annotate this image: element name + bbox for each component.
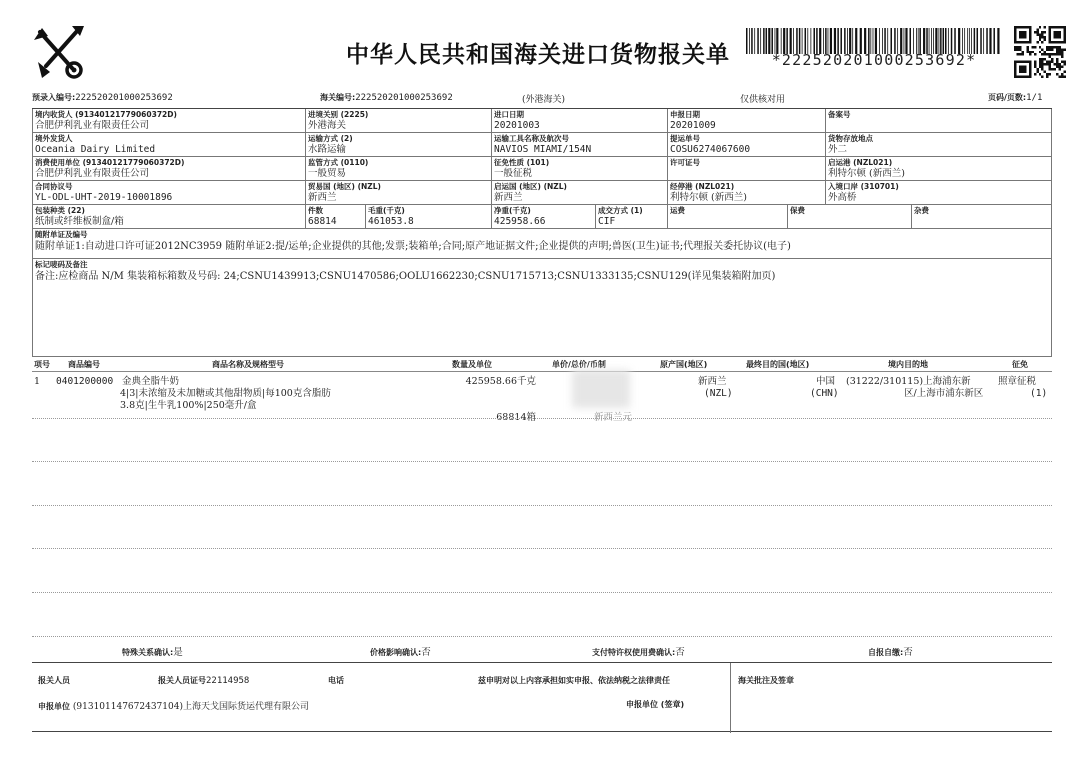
contract-no-cell: 合同协议号 YL-ODL-UHT-2019-10001896 [32, 181, 306, 205]
tax-nature-cell: 征免性质 (101) 一般征税 [492, 157, 668, 181]
net-weight-cell: 净重(千克) 425958.66 [492, 205, 596, 229]
pre-entry: 预录入编号:222520201000253692 [32, 93, 173, 103]
royalty-payment: 支付特许权使用费确认:否 [592, 647, 685, 658]
col-name: 商品名称及规格型号 [212, 360, 284, 369]
item-currency: 新西兰元 [594, 412, 633, 423]
package-type-cell: 包装种类 (22) 纸制或纤维板制盒/箱 [32, 205, 306, 229]
item-name: 金典全脂牛奶 [122, 376, 180, 387]
item-tax: 照章征税 [998, 376, 1037, 387]
col-origin: 原产国(地区) [660, 360, 708, 369]
unit-seal: 申报单位 (签章) [626, 700, 685, 709]
legal-statement: 兹申明对以上内容承担如实申报、依法纳税之法律责任 [478, 676, 670, 685]
packages-cell: 件数 68814 [306, 205, 366, 229]
overseas-consignor-cell: 境外发货人 Oceania Dairy Limited [32, 133, 306, 157]
item-spec-2: 3.8克|生牛乳100%|250毫升/盒 [120, 400, 257, 411]
special-relation: 特殊关系确认:是 [122, 647, 183, 658]
self-payment: 自报自缴:否 [868, 647, 913, 658]
customs-name: (外港海关) [522, 95, 566, 105]
freight-cell: 运费 [668, 205, 788, 229]
row-divider [32, 548, 1052, 549]
col-qty: 数量及单位 [452, 360, 492, 369]
transaction-mode-cell: 成交方式 (1) CIF [596, 205, 668, 229]
customs-approval: 海关批注及签章 [738, 676, 794, 685]
vessel-cell: 运输工具名称及航次号 NAVIOS MIAMI/154N [492, 133, 668, 157]
entry-customs-cell: 进境关别 (2225) 外港海关 [306, 109, 492, 133]
price-influence: 价格影响确认:否 [370, 647, 431, 658]
confirmation-row [32, 642, 1052, 660]
gross-weight-cell: 毛重(千克) 461053.8 [366, 205, 492, 229]
row-divider [32, 592, 1052, 593]
departure-port-cell: 启运港 (NZL021) 利特尔顿 (新西兰) [826, 157, 1052, 181]
col-domestic-dest: 境内目的地 [888, 360, 928, 369]
marks-remarks-cell: 标记唛码及备注 备注:应检商品 N/M 集装箱标箱数及号码: 24;CSNU1439913;CSNU1470586;OOLU1662230;CSNU1715713;CSNU1333135;CSNU129(详见集装箱附加页) [32, 259, 1052, 357]
import-date-cell: 进口日期 20201003 [492, 109, 668, 133]
transit-port-cell: 经停港 (NZL021) 利特尔顿 (新西兰) [668, 181, 826, 205]
item-domestic-dest: (31222/310115)上海浦东新 [846, 376, 971, 387]
signature-section [32, 662, 1052, 732]
origin-country-cell: 启运国 (地区) (NZL) 新西兰 [492, 181, 668, 205]
redacted-price [572, 370, 630, 408]
supervision-mode-cell: 监管方式 (0110) 一般贸易 [306, 157, 492, 181]
record-no-cell: 备案号 [826, 109, 1052, 133]
row-divider [32, 418, 1052, 419]
row-divider [32, 461, 1052, 462]
meta-row [32, 92, 1052, 108]
consignee-cell: 境内收货人 (91340121779060372D) 合肥伊利乳业有限责任公司 [32, 109, 306, 133]
phone-label: 电话 [328, 676, 344, 685]
item-code: 0401200000 [56, 376, 114, 387]
item-seq: 1 [34, 376, 41, 387]
trade-country-cell: 贸易国 (地区) (NZL) 新西兰 [306, 181, 492, 205]
entry-port-cell: 入境口岸 (310701) 外高桥 [826, 181, 1052, 205]
col-price: 单价/总价/币制 [552, 360, 606, 369]
item-origin-code: (NZL) [704, 388, 733, 399]
consumer-cell: 消费使用单位 (91340121779060372D) 合肥伊利乳业有限责任公司 [32, 157, 306, 181]
item-domestic-dest-2: 区/上海市浦东新区 [904, 388, 984, 399]
declaration-form [32, 108, 1052, 356]
col-code: 商品编号 [68, 360, 100, 369]
item-tax-code: (1) [1030, 388, 1048, 399]
attached-docs-cell: 随附单证及编号 随附单证1:自动进口许可证2012NC3959 随附单证2:提/运单;企业提供的其他;发票;装箱单;合同;原产地证据文件;企业提供的声明;兽医(卫生)证书;代理报关委托协议(电子) [32, 229, 1052, 259]
qr-code-icon [1014, 26, 1066, 78]
license-no-cell: 许可证号 [668, 157, 826, 181]
col-dest: 最终目的国(地区) [746, 360, 810, 369]
transport-mode-cell: 运输方式 (2) 水路运输 [306, 133, 492, 157]
table-row [32, 374, 1052, 424]
declare-unit: 申报单位 (913101147672437104)上海天戈国际货运代理有限公司 [38, 702, 309, 712]
item-dest-name: 中国 [816, 376, 836, 387]
page-count: 页码/页数:1/1 [988, 93, 1043, 103]
item-qty-kg: 425958.66千克 [465, 376, 536, 387]
row-divider [32, 636, 1052, 637]
footer-divider [730, 663, 731, 733]
insurance-cell: 保费 [788, 205, 912, 229]
storage-place-cell: 货物存放地点 外二 [826, 133, 1052, 157]
item-spec: 4|3|未浓缩及未加糖或其他甜物质|每100克含脂肪 [120, 388, 331, 399]
customs-no: 海关编号:222520201000253692 [320, 93, 453, 103]
barcode-text: *222520201000253692* [771, 51, 977, 69]
bill-no-cell: 提运单号 COSU6274067600 [668, 133, 826, 157]
item-dest-code: (CHN) [810, 388, 839, 399]
col-seq: 项号 [34, 360, 50, 369]
customs-emblem-icon [28, 22, 92, 82]
declarant-label: 报关人员 [38, 676, 70, 685]
item-origin-name: 新西兰 [698, 376, 727, 387]
copy-note: 仅供核对用 [740, 95, 786, 105]
col-tax: 征免 [1012, 360, 1028, 369]
declarant-cert: 报关人员证号22114958 [158, 676, 250, 686]
row-divider [32, 505, 1052, 506]
item-qty-box: 68814箱 [496, 412, 536, 423]
document-title: 中华人民共和国海关进口货物报关单 [346, 42, 730, 68]
declare-date-cell: 申报日期 20201009 [668, 109, 826, 133]
items-table-header [32, 358, 1052, 372]
misc-fees-cell: 杂费 [912, 205, 1052, 229]
